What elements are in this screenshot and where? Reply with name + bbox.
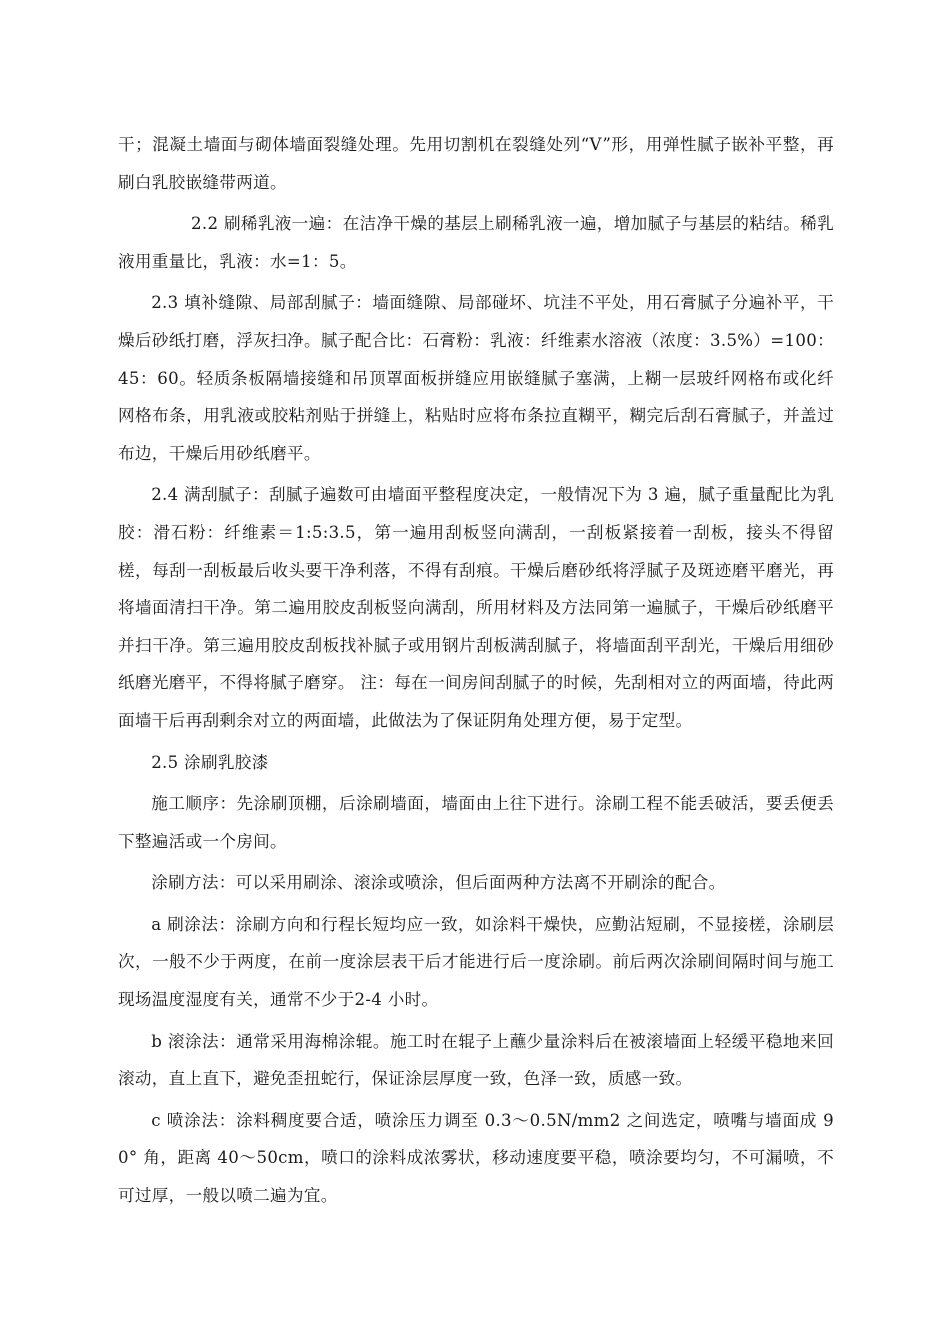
paragraph-2-3-fill-gaps: 2.3 填补缝隙、局部刮腻子：墙面缝隙、局部碰坏、坑洼不平处，用石膏腻子分遍补平，干燥后砂纸打磨，浮灰扫净。腻子配合比：石膏粉：乳液：纤维素水溶液（浓度：3.5%）=100：45：60。轻质条板隔墙接缝和吊顶罩面板拼缝应用嵌缝腻子塞满，上糊一层玻纤网格布或化纤网格布条，用乳液或胶粘剂贴于拼缝上，粘贴时应将布条拉直糊平，糊完后刮石膏腻子，并盖过布边，干燥后用砂纸磨平。 [118,293,834,463]
paragraph-2-4-full-putty: 2.4 满刮腻子：刮腻子遍数可由墙面平整程度决定，一般情况下为 3 遍，腻子重量配比为乳胶：滑石粉：纤维素＝1:5:3.5，第一遍用刮板竖向满刮，一刮板紧接着一刮板，接头不得留槎，每刮一刮板最后收头要干净利落，不得有刮痕。干燥后磨砂纸将浮腻子及斑迹磨平磨光，再将墙面清扫干净。第二遍用胶皮刮板竖向满刮，所用材料及方法同第一遍腻子，干燥后砂纸磨平并扫干净。第三遍用胶皮刮板找补腻子或用钢片刮板满刮腻子，将墙面刮平刮光，干燥后用细砂纸磨光磨平，不得将腻子磨穿。 注：每在一间房间刮腻子的时候，先刮相对立的两面墙，待此两面墙干后再刮剩余对立的两面墙，此做法为了保证阴角处理方便，易于定型。 [118,485,834,730]
paragraph-painting-methods: 涂刷方法：可以采用刷涂、滚涂或喷涂，但后面两种方法离不开刷涂的配合。 [151,873,726,893]
paragraph-b-roller-method: b 滚涂法：通常采用海棉涂辊。施工时在辊子上蘸少量涂料后在被滚墙面上轻缓平稳地来回滚动，直上直下，避免歪扭蛇行，保证涂层厚度一致，色泽一致，质感一致。 [118,1031,834,1089]
paragraph-2-2-dilute-emulsion: 2.2 刷稀乳液一遍：在洁净干燥的基层上刷稀乳液一遍，增加腻子与基层的粘结。稀乳液用重量比，乳液：水=1：5。 [118,214,834,271]
paragraph-c-spray-method: c 喷涂法：涂料稠度要合适，喷涂压力调至 0.3～0.5N/mm2 之间选定，喷嘴与墙面成 90° 角，距离 40～50cm，喷口的涂料成浓雾状，移动速度要平稳，喷涂要均匀，不可漏喷，不可过厚，一般以喷二遍为宜。 [118,1110,834,1206]
document-page [118,126,834,1219]
paragraph-crack-treatment: 干；混凝土墙面与砌体墙面裂缝处理。先用切割机在裂缝处列“V”形，用弹性腻子嵌补平整，再刷白乳胶嵌缝带两道。 [118,135,834,192]
paragraph-construction-order: 施工顺序：先涂刷顶棚，后涂刷墙面，墙面由上往下进行。涂刷工程不能丢破活，要丢便丢下整遍活或一个房间。 [118,794,834,851]
paragraph-a-brush-method: a 刷涂法：涂刷方向和行程长短均应一致，如涂料干燥快，应勤沾短刷，不显接槎，涂刷层次，一般不少于两度，在前一度涂层表干后才能进行后一度涂刷。前后两次涂刷间隔时间与施工现场温度湿度有关，通常不少于2-4 小时。 [118,914,834,1010]
paragraph-2-5-heading: 2.5 涂刷乳胶漆 [151,752,269,772]
